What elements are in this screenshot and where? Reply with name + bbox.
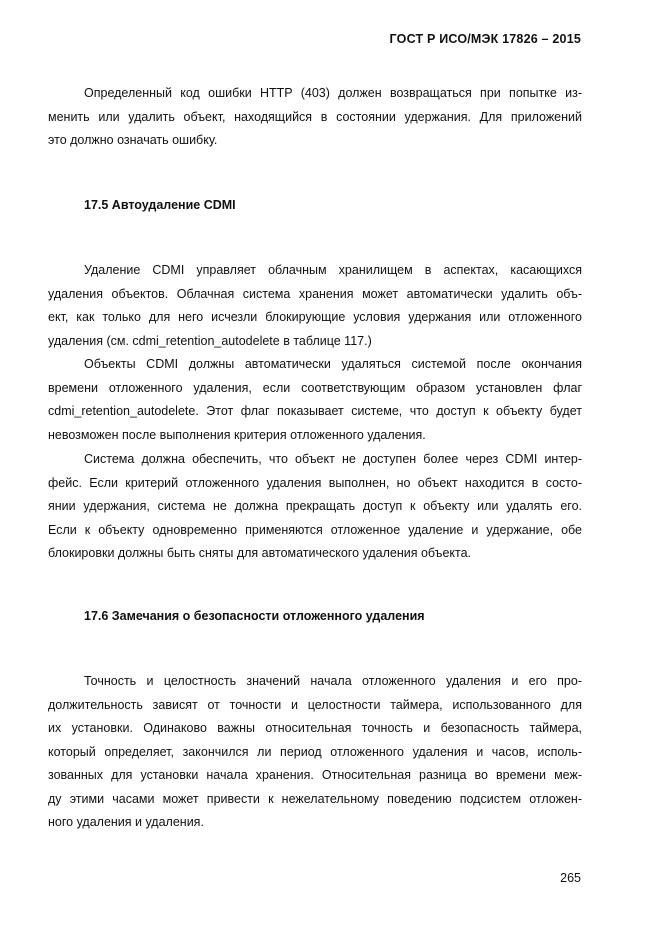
text-line: Точность и целостность значений начала отложенного удаления и его про-: [84, 674, 582, 688]
text-line: Если к объекту одновременно применяются отложенное удаление и удержание, обе: [48, 522, 582, 537]
text-line: Система должна обеспечить, что объект не доступен более через CDMI интер-: [84, 452, 582, 466]
text-line: времени отложенного удаления, если соответствующим образом установлен флаг: [48, 380, 582, 395]
text-line: Удаление CDMI управляет облачным хранилищем в аспектах, касающихся: [84, 263, 582, 277]
paragraph-cdmi-objects-autodelete: [48, 353, 582, 447]
paragraph-http-403: [48, 82, 582, 153]
paragraph-cdmi-deletion: [48, 259, 582, 353]
text-line: это должно означать ошибку.: [48, 133, 218, 147]
document-header: ГОСТ Р ИСО/МЭК 17826 – 2015: [389, 32, 581, 46]
section-heading-17-5: 17.5 Автоудаление CDMI: [84, 198, 236, 212]
text-line: их установки. Одинаково важны относительная точность и безопасность таймера,: [48, 721, 582, 735]
text-line: невозможен после выполнения критерия отложенного удаления.: [48, 427, 426, 442]
text-line: янии удержания, система не должна прекращать доступ к объекту или удалять его.: [48, 499, 582, 513]
text-line: Объекты CDMI должны автоматически удаляться системой после окончания: [84, 357, 582, 371]
page-number: 265: [560, 871, 581, 885]
text-line: фейс. Если критерий отложенного удаления выполнен, но объект находится в состо-: [48, 475, 582, 490]
text-line: cdmi_retention_autodelete. Этот флаг показывает системе, что доступ к объекту будет: [48, 404, 582, 418]
text-line: ного удаления и удаления.: [48, 815, 204, 829]
text-line: Определенный код ошибки HTTP (403) должен возвращаться при попытке из-: [84, 86, 582, 100]
paragraph-system-access: [48, 448, 582, 566]
text-line: ект, как только для него исчезли блокирующие условия удержания или отложенного: [48, 310, 582, 324]
text-line: зованных для установки начала хранения. Относительная разница во времени меж-: [48, 768, 582, 782]
text-line: должительность зависят от точности и целостности таймера, использованного для: [48, 697, 582, 712]
section-heading-17-6: 17.6 Замечания о безопасности отложенного удаления: [84, 609, 425, 623]
text-line: менить или удалить объект, находящийся в состоянии удержания. Для приложений: [48, 109, 582, 124]
text-line: который определяет, закончился ли период отложенного удаления и часов, исполь-: [48, 744, 582, 759]
text-line: ду этими часами может привести к нежелательному поведению подсистем отложен-: [48, 791, 582, 806]
text-line: удаления объектов. Облачная система хранения может автоматически удалить объ-: [48, 286, 582, 301]
paragraph-timer-security: [48, 670, 582, 835]
text-line: удаления (см. cdmi_retention_autodelete в таблице 117.): [48, 333, 372, 348]
text-line: блокировки должны быть сняты для автоматического удаления объекта.: [48, 546, 472, 560]
